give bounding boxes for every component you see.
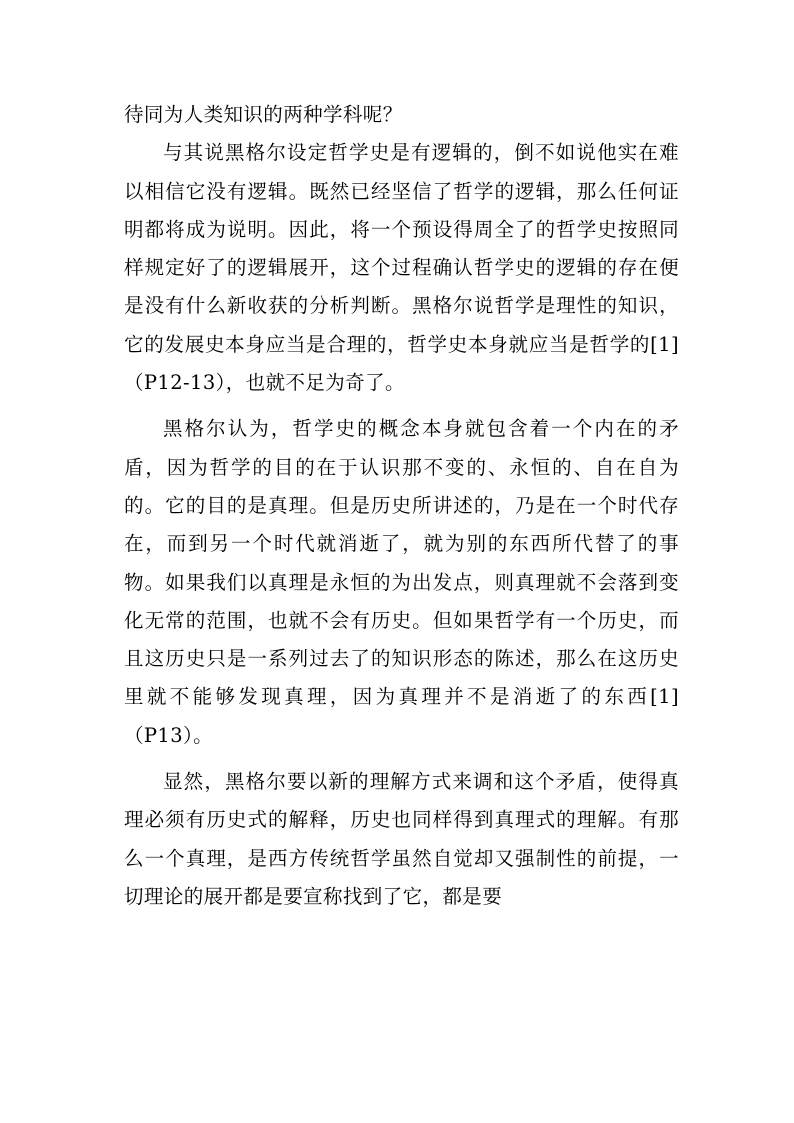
paragraph-spacer <box>124 402 679 410</box>
paragraph-continuation: 待同为人类知识的两种学科呢？ <box>124 103 403 126</box>
paragraph: 与其说黑格尔设定哲学史是有逻辑的，倒不如说他实在难以相信它没有逻辑。既然已经坚信了哲学的逻辑，那么任何证明都将成为说明。因此，将一个预设得周全了的哲学史按照同样规定好了的逻辑展开，这个过程确认哲学史的逻辑的存在便是没有什么新收获的分析判断。黑格尔说哲学是理性的知识，它的发展史本身应当是合理的，哲学史本身就应当是哲学的[1]（P12-13），也就不足为奇了。 <box>124 141 679 395</box>
body-text <box>124 96 679 916</box>
paragraph: 黑格尔认为，哲学史的概念本身就包含着一个内在的矛盾，因为哲学的目的在于认识那不变的、永恒的、自在自为的。它的目的是真理。但是历史所讲述的，乃是在一个时代存在，而到另一个时代就消逝了，就为别的东西所代替了的事物。如果我们以真理是永恒的为出发点，则真理就不会落到变化无常的范围，也就不会有历史。但如果哲学有一个历史，而且这历史只是一系列过去了的知识形态的陈述，那么在这历史里就不能够发现真理，因为真理并不是消逝了的东西[1]（P13）。 <box>124 417 679 747</box>
paragraph: 显然，黑格尔要以新的理解方式来调和这个矛盾，使得真理必须有历史式的解释，历史也同样得到真理式的理解。有那么一个真理，是西方传统哲学虽然自觉却又强制性的前提，一切理论的展开都是要宣称找到了它，都是要 <box>124 770 679 908</box>
paragraph-spacer <box>124 755 679 763</box>
